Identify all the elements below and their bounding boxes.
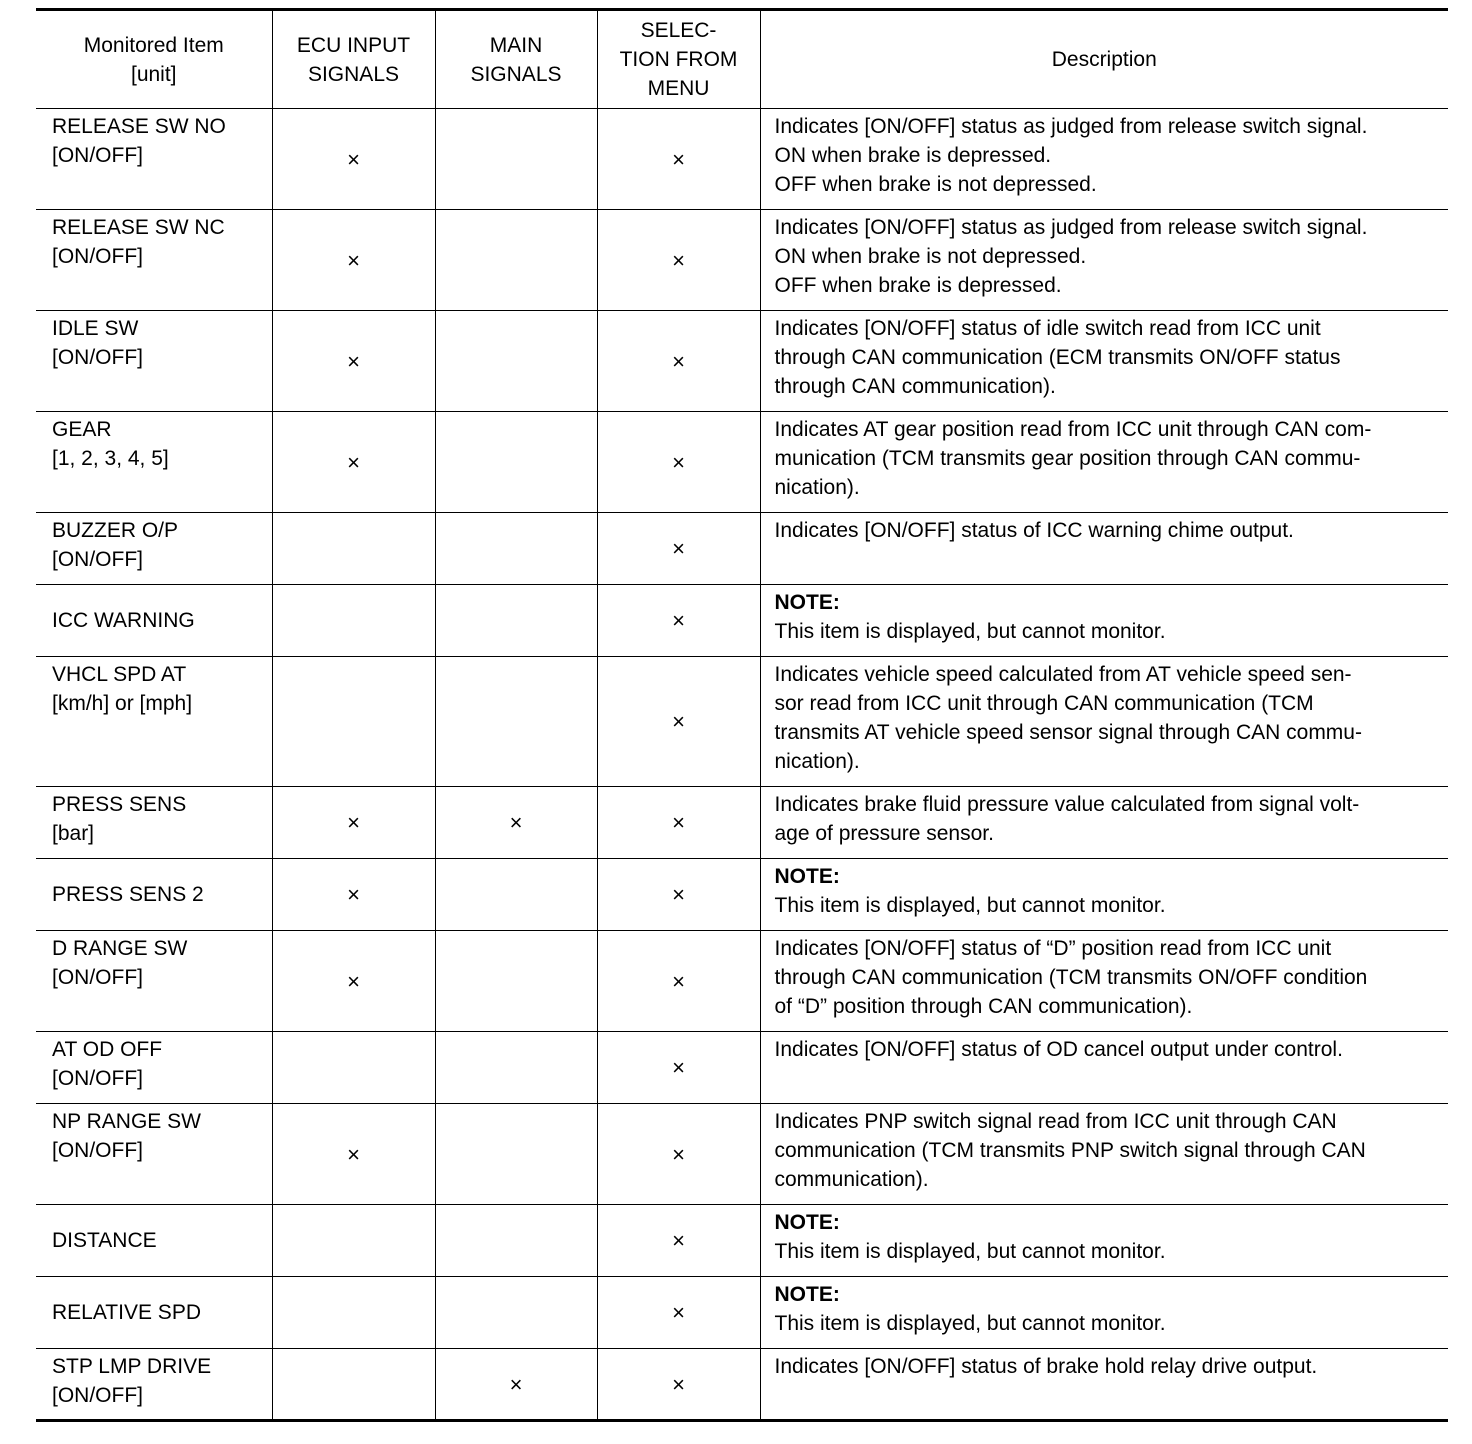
description-line: communication). xyxy=(774,1168,929,1191)
table-row xyxy=(36,412,1448,513)
item-name: GEAR xyxy=(52,418,112,441)
table-row xyxy=(36,1277,1448,1349)
item-unit: [km/h] or [mph] xyxy=(52,692,193,715)
monitored-item-cell xyxy=(36,513,272,585)
description-cell xyxy=(760,787,1448,859)
item-unit: [ON/OFF] xyxy=(52,1384,143,1407)
table-row xyxy=(36,1205,1448,1277)
description-line: Indicates [ON/OFF] status of “D” position read from ICC unit xyxy=(774,937,1332,960)
item-name: PRESS SENS xyxy=(52,793,187,816)
description-line: nication). xyxy=(774,476,860,499)
table-row xyxy=(36,859,1448,931)
description-cell xyxy=(760,1104,1448,1205)
description-line: communication (TCM transmits PNP switch signal through CAN xyxy=(774,1139,1366,1162)
description-line: Indicates brake fluid pressure value calculated from signal volt- xyxy=(774,793,1360,816)
table-row xyxy=(36,931,1448,1032)
monitored-item-cell xyxy=(36,412,272,513)
description-line: This item is displayed, but cannot monitor. xyxy=(774,1240,1166,1263)
item-name: RELEASE SW NC xyxy=(52,216,225,239)
description-line: ON when brake is not depressed. xyxy=(774,245,1087,268)
description-line: Indicates [ON/OFF] status of brake hold relay drive output. xyxy=(774,1355,1318,1378)
description-line: age of pressure sensor. xyxy=(774,822,994,845)
selection-mark: × xyxy=(597,311,760,412)
description-cell xyxy=(760,859,1448,931)
table-row xyxy=(36,513,1448,585)
item-name: IDLE SW xyxy=(52,317,139,340)
main-signal-mark: × xyxy=(435,787,597,859)
description-line: through CAN communication (TCM transmits ON/OFF condition xyxy=(774,966,1368,989)
monitored-item-cell xyxy=(36,859,272,931)
item-unit: [ON/OFF] xyxy=(52,548,143,571)
description-cell xyxy=(760,1277,1448,1349)
item-unit: [bar] xyxy=(52,822,95,845)
note-label: NOTE: xyxy=(774,865,840,888)
ecu-input-mark: × xyxy=(272,1104,435,1205)
selection-mark: × xyxy=(597,585,760,657)
note-label: NOTE: xyxy=(774,1211,840,1234)
selection-mark: × xyxy=(597,513,760,585)
ecu-input-mark: × xyxy=(272,311,435,412)
selection-mark: × xyxy=(597,210,760,311)
description-line: OFF when brake is not depressed. xyxy=(774,173,1097,196)
monitored-item-cell xyxy=(36,1349,272,1421)
item-name: ICC WARNING xyxy=(52,608,195,632)
selection-mark: × xyxy=(597,1349,760,1421)
item-name: DISTANCE xyxy=(52,1228,157,1252)
table-row xyxy=(36,787,1448,859)
ecu-input-mark: × xyxy=(272,210,435,311)
description-cell xyxy=(760,1205,1448,1277)
ecu-input-mark xyxy=(272,1349,435,1421)
header-selection-from-menu: SELEC- TION FROM MENU xyxy=(597,10,760,109)
main-signal-mark: × xyxy=(435,1349,597,1421)
monitored-item-cell xyxy=(36,931,272,1032)
description-line: Indicates [ON/OFF] status as judged from release switch signal. xyxy=(774,115,1368,138)
note-label: NOTE: xyxy=(774,591,840,614)
table-row xyxy=(36,657,1448,787)
selection-mark: × xyxy=(597,859,760,931)
main-signal-mark xyxy=(435,1104,597,1205)
description-cell xyxy=(760,210,1448,311)
item-name: RELEASE SW NO xyxy=(52,115,226,138)
main-signal-mark xyxy=(435,412,597,513)
description-line: Indicates [ON/OFF] status of OD cancel output under control. xyxy=(774,1038,1343,1061)
description-cell xyxy=(760,311,1448,412)
ecu-input-mark: × xyxy=(272,412,435,513)
description-cell xyxy=(760,1349,1448,1421)
table-row xyxy=(36,1104,1448,1205)
main-signal-mark xyxy=(435,585,597,657)
ecu-input-mark: × xyxy=(272,859,435,931)
table-row xyxy=(36,1349,1448,1421)
ecu-input-mark xyxy=(272,1277,435,1349)
selection-mark: × xyxy=(597,787,760,859)
description-cell xyxy=(760,657,1448,787)
main-signal-mark xyxy=(435,1205,597,1277)
selection-mark: × xyxy=(597,1205,760,1277)
selection-mark: × xyxy=(597,931,760,1032)
description-line: This item is displayed, but cannot monitor. xyxy=(774,620,1166,643)
header-row xyxy=(36,10,1448,109)
item-name: AT OD OFF xyxy=(52,1038,163,1061)
monitored-item-cell xyxy=(36,1032,272,1104)
item-unit: [1, 2, 3, 4, 5] xyxy=(52,447,169,470)
table-row xyxy=(36,311,1448,412)
description-line: Indicates AT gear position read from ICC unit through CAN com- xyxy=(774,418,1372,441)
ecu-input-mark xyxy=(272,657,435,787)
item-name: PRESS SENS 2 xyxy=(52,882,204,906)
item-unit: [ON/OFF] xyxy=(52,1139,143,1162)
description-line: munication (TCM transmits gear position through CAN commu- xyxy=(774,447,1361,470)
monitored-item-cell xyxy=(36,1205,272,1277)
table-row xyxy=(36,109,1448,210)
description-cell xyxy=(760,1032,1448,1104)
description-line: of “D” position through CAN communication). xyxy=(774,995,1193,1018)
main-signal-mark xyxy=(435,1277,597,1349)
description-line: Indicates [ON/OFF] status of ICC warning chime output. xyxy=(774,519,1294,542)
description-line: Indicates vehicle speed calculated from AT vehicle speed sen- xyxy=(774,663,1352,686)
item-unit: [ON/OFF] xyxy=(52,144,143,167)
description-line: through CAN communication). xyxy=(774,375,1056,398)
description-line: Indicates [ON/OFF] status as judged from release switch signal. xyxy=(774,216,1368,239)
ecu-input-mark xyxy=(272,585,435,657)
description-line: ON when brake is depressed. xyxy=(774,144,1052,167)
description-line: This item is displayed, but cannot monitor. xyxy=(774,1312,1166,1335)
table-header xyxy=(36,10,1448,109)
monitored-item-cell xyxy=(36,1104,272,1205)
item-unit: [ON/OFF] xyxy=(52,966,143,989)
header-main-signals: MAIN SIGNALS xyxy=(435,10,597,109)
table-row xyxy=(36,1032,1448,1104)
monitored-items-table xyxy=(36,8,1448,1422)
main-signal-mark xyxy=(435,311,597,412)
item-unit: [ON/OFF] xyxy=(52,245,143,268)
main-signal-mark xyxy=(435,513,597,585)
description-line: sor read from ICC unit through CAN communication (TCM xyxy=(774,692,1314,715)
monitored-item-cell xyxy=(36,210,272,311)
selection-mark: × xyxy=(597,1104,760,1205)
item-unit: [ON/OFF] xyxy=(52,346,143,369)
header-monitored-item: Monitored Item [unit] xyxy=(36,10,272,109)
item-unit: [ON/OFF] xyxy=(52,1067,143,1090)
selection-mark: × xyxy=(597,1032,760,1104)
main-signal-mark xyxy=(435,109,597,210)
selection-mark: × xyxy=(597,1277,760,1349)
item-name: BUZZER O/P xyxy=(52,519,179,542)
ecu-input-mark xyxy=(272,513,435,585)
ecu-input-mark: × xyxy=(272,787,435,859)
description-line: Indicates PNP switch signal read from ICC unit through CAN xyxy=(774,1110,1337,1133)
main-signal-mark xyxy=(435,1032,597,1104)
description-cell xyxy=(760,109,1448,210)
description-line: This item is displayed, but cannot monitor. xyxy=(774,894,1166,917)
monitored-item-cell xyxy=(36,657,272,787)
item-name: D RANGE SW xyxy=(52,937,188,960)
monitored-item-cell xyxy=(36,311,272,412)
description-line: Indicates [ON/OFF] status of idle switch read from ICC unit xyxy=(774,317,1321,340)
description-cell xyxy=(760,412,1448,513)
monitored-item-cell xyxy=(36,109,272,210)
note-label: NOTE: xyxy=(774,1283,840,1306)
description-cell xyxy=(760,513,1448,585)
description-line: nication). xyxy=(774,750,860,773)
monitored-item-cell xyxy=(36,585,272,657)
table-body xyxy=(36,109,1448,1421)
monitored-item-cell xyxy=(36,1277,272,1349)
item-name: RELATIVE SPD xyxy=(52,1300,201,1324)
main-signal-mark xyxy=(435,210,597,311)
description-cell xyxy=(760,585,1448,657)
ecu-input-mark xyxy=(272,1032,435,1104)
item-name: NP RANGE SW xyxy=(52,1110,201,1133)
table-row xyxy=(36,585,1448,657)
selection-mark: × xyxy=(597,657,760,787)
header-ecu-input-signals: ECU INPUT SIGNALS xyxy=(272,10,435,109)
description-cell xyxy=(760,931,1448,1032)
table-row xyxy=(36,210,1448,311)
header-description: Description xyxy=(760,10,1448,109)
item-name: STP LMP DRIVE xyxy=(52,1355,212,1378)
ecu-input-mark: × xyxy=(272,931,435,1032)
description-line: through CAN communication (ECM transmits ON/OFF status xyxy=(774,346,1341,369)
main-signal-mark xyxy=(435,859,597,931)
item-name: VHCL SPD AT xyxy=(52,663,187,686)
ecu-input-mark: × xyxy=(272,109,435,210)
main-signal-mark xyxy=(435,931,597,1032)
description-line: OFF when brake is depressed. xyxy=(774,274,1062,297)
selection-mark: × xyxy=(597,412,760,513)
description-line: transmits AT vehicle speed sensor signal through CAN commu- xyxy=(774,721,1362,744)
monitored-item-cell xyxy=(36,787,272,859)
selection-mark: × xyxy=(597,109,760,210)
ecu-input-mark xyxy=(272,1205,435,1277)
main-signal-mark xyxy=(435,657,597,787)
